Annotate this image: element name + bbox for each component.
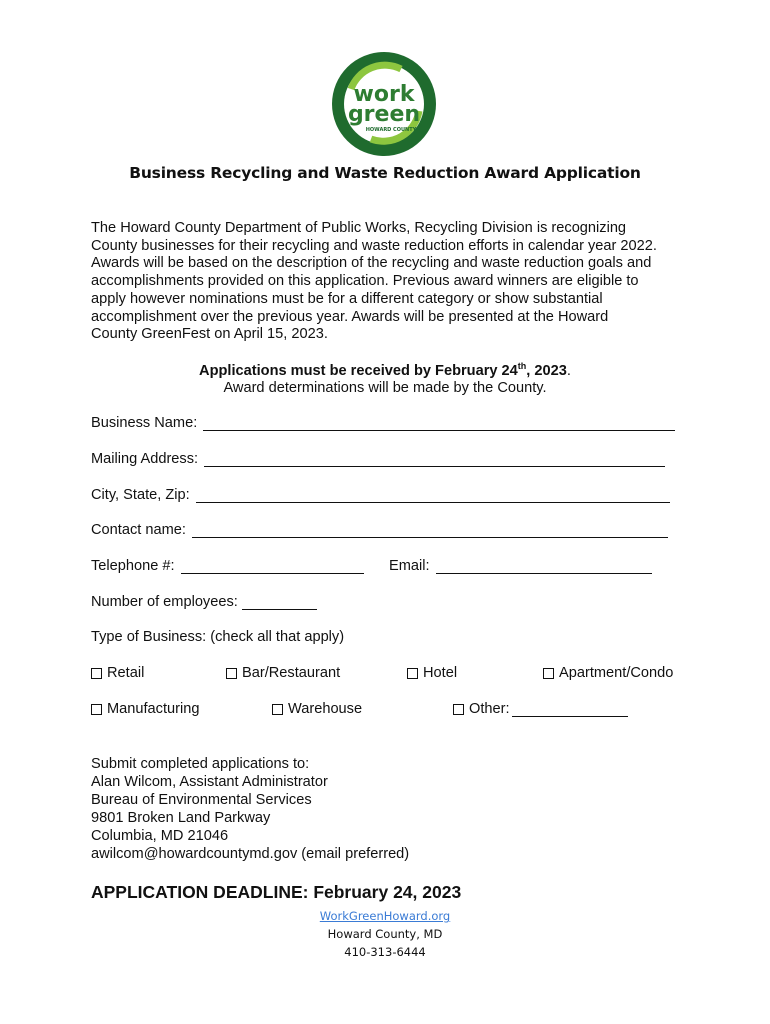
submit-line: Columbia, MD 21046 [91, 828, 229, 844]
checkbox-label: Retail [107, 665, 145, 681]
page-title: Business Recycling and Waste Reduction Award Application [129, 164, 641, 182]
employees-label: Number of employees: [91, 594, 238, 610]
mailing-address-row [91, 451, 665, 467]
checkbox-icon[interactable] [272, 704, 283, 715]
intro-line: County businesses for their recycling and waste reduction efforts in calendar year 2022. [91, 237, 657, 254]
contact-name-row [91, 522, 668, 538]
contact-name-label: Contact name: [91, 522, 186, 538]
intro-line: apply however nominations must be for a different category or show substantial [91, 290, 603, 307]
mailing-address-field[interactable] [204, 452, 665, 467]
checkbox-label: Manufacturing [107, 701, 200, 717]
warehouse-checkbox[interactable] [272, 701, 362, 717]
bar-restaurant-checkbox[interactable] [226, 665, 340, 681]
employees-row [91, 594, 317, 610]
received-deadline: Applications must be received by February 24th, 2023. [199, 361, 571, 379]
checkbox-icon[interactable] [91, 704, 102, 715]
checkbox-label: Apartment/Condo [559, 665, 674, 681]
checkbox-label: Other: [469, 701, 510, 717]
apartment-condo-checkbox[interactable] [543, 665, 673, 681]
submit-address [91, 755, 409, 863]
logo-sub: HOWARD COUNTY [365, 127, 417, 133]
checkbox-icon[interactable] [91, 668, 102, 679]
logo-word-green: green [347, 102, 421, 127]
mailing-address-label: Mailing Address: [91, 451, 199, 467]
logo-word-work: work [353, 82, 415, 107]
submit-line: 9801 Broken Land Parkway [91, 810, 271, 826]
work-green-logo [331, 49, 437, 159]
intro-line: Awards will be based on the description of the recycling and waste reduction goals and [91, 255, 652, 272]
other-field[interactable] [512, 702, 628, 717]
footer-location: Howard County, MD [327, 927, 443, 941]
city-state-zip-label: City, State, Zip: [91, 487, 190, 503]
city-state-zip-row [91, 487, 670, 503]
intro-line: County GreenFest on April 15, 2023. [91, 326, 328, 343]
email-label: Email: [389, 558, 430, 574]
intro-line: accomplishment over the previous year. Awards will be presented at the Howard [91, 308, 609, 325]
telephone-row [91, 558, 364, 574]
checkbox-label: Bar/Restaurant [242, 665, 341, 681]
hotel-checkbox[interactable] [407, 665, 457, 681]
determination-note: Award determinations will be made by the County. [223, 380, 547, 396]
retail-checkbox[interactable] [91, 665, 144, 681]
intro-paragraph [91, 220, 691, 344]
manufacturing-checkbox[interactable] [91, 701, 199, 717]
checkbox-icon[interactable] [226, 668, 237, 679]
type-of-business-label: Type of Business: (check all that apply) [91, 629, 345, 645]
website-link[interactable]: WorkGreenHoward.org [319, 909, 451, 923]
application-deadline: APPLICATION DEADLINE: February 24, 2023 [91, 882, 462, 902]
intro-line: accomplishments provided on this application. Previous award winners are eligible to [91, 273, 639, 290]
footer-phone: 410-313-6444 [344, 945, 426, 959]
email-field[interactable] [436, 559, 652, 574]
employees-field[interactable] [242, 595, 317, 610]
footer-website [0, 909, 770, 923]
contact-name-field[interactable] [192, 523, 668, 538]
checkbox-icon[interactable] [453, 704, 464, 715]
checkbox-label: Warehouse [288, 701, 363, 717]
telephone-field[interactable] [181, 559, 364, 574]
business-name-field[interactable] [203, 416, 675, 431]
submit-line: Bureau of Environmental Services [91, 792, 312, 808]
email-row [389, 558, 652, 574]
submit-line: Submit completed applications to: [91, 756, 310, 772]
submit-email: awilcom@howardcountymd.gov (email preferred) [91, 846, 410, 862]
intro-line: The Howard County Department of Public Works, Recycling Division is recognizing [91, 220, 627, 236]
checkbox-icon[interactable] [407, 668, 418, 679]
checkbox-label: Hotel [423, 665, 458, 681]
city-state-zip-field[interactable] [196, 488, 670, 503]
checkbox-icon[interactable] [543, 668, 554, 679]
other-checkbox[interactable] [453, 701, 628, 717]
business-name-label: Business Name: [91, 415, 198, 431]
business-name-row [91, 415, 675, 431]
submit-line: Alan Wilcom, Assistant Administrator [91, 774, 328, 790]
telephone-label: Telephone #: [91, 558, 175, 574]
